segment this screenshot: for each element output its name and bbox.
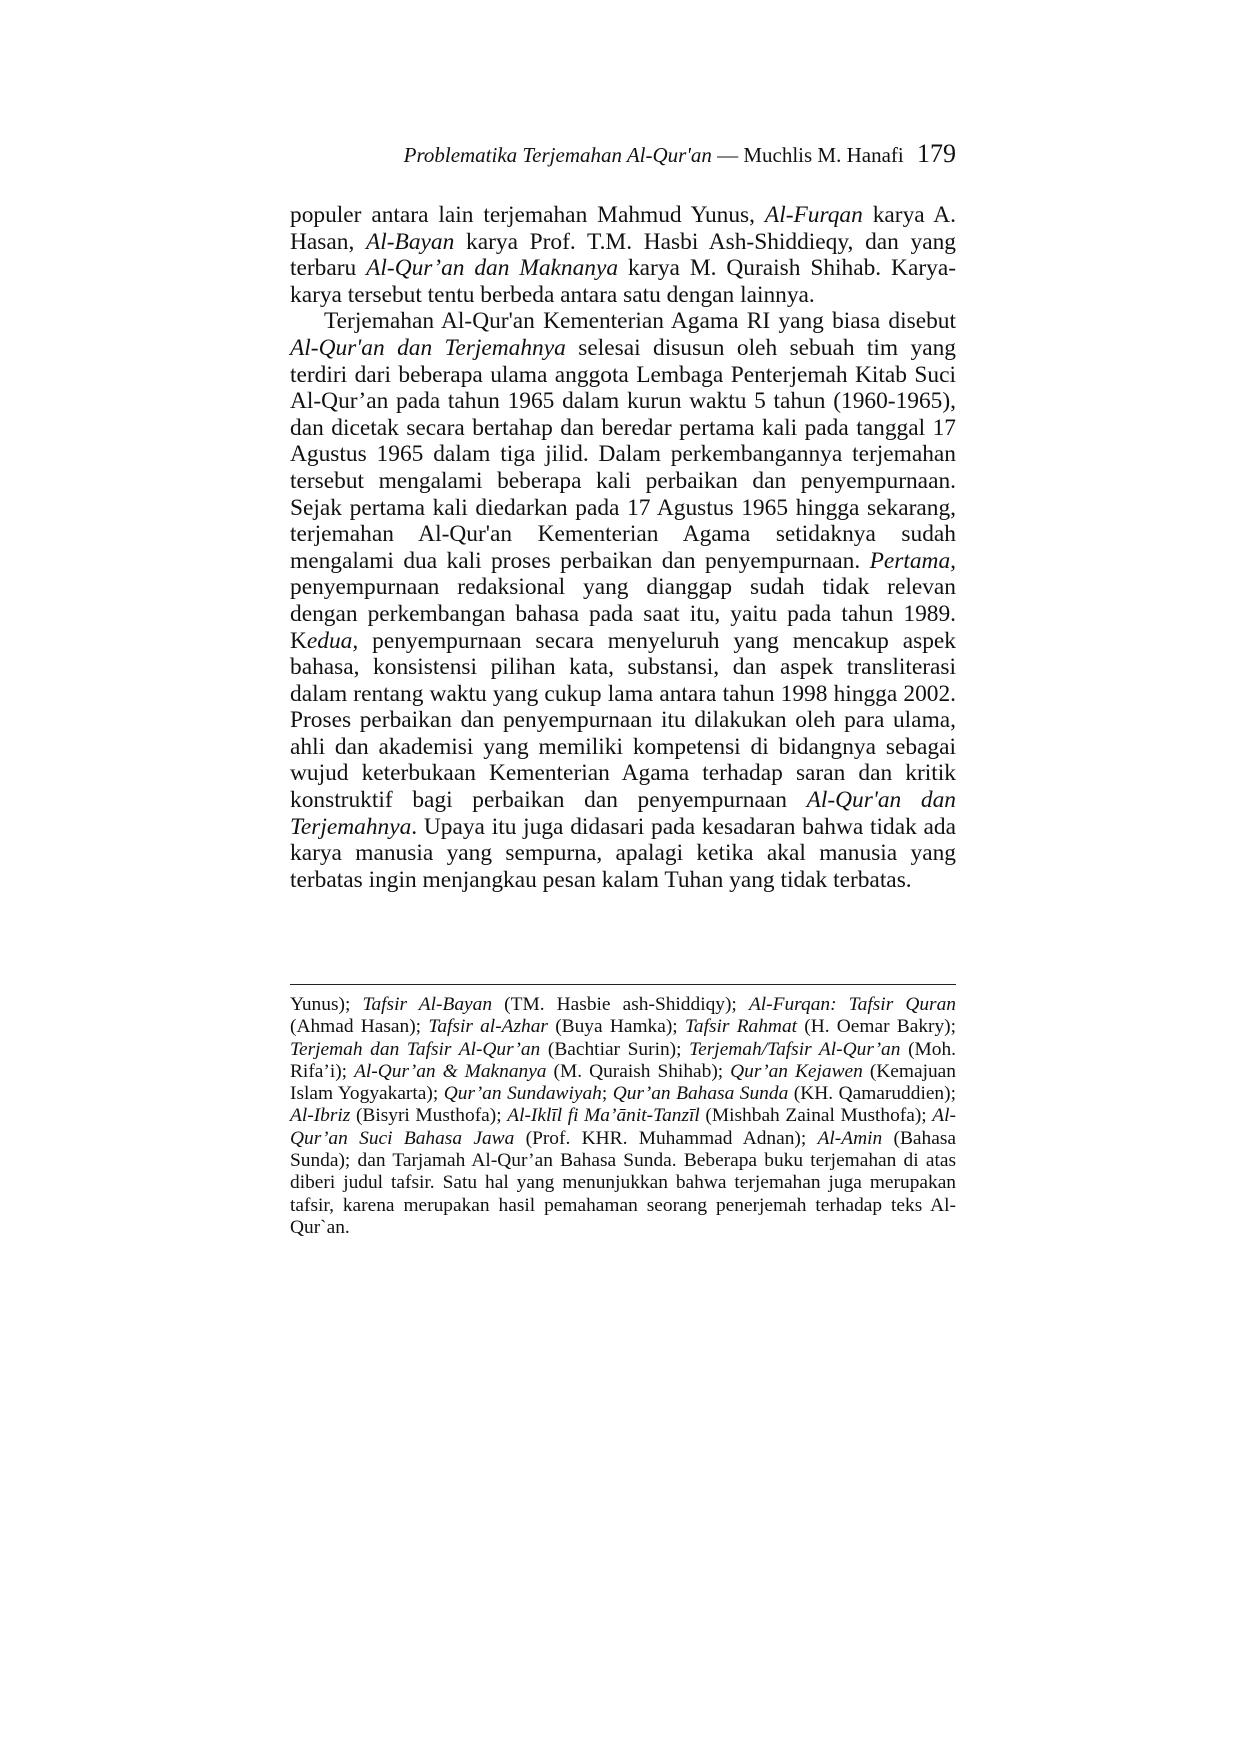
text-run: (Bisyri Musthofa);	[350, 1105, 508, 1127]
italic-title: Al-Furqan: Tafsir Quran	[748, 994, 956, 1015]
italic-title: Terjemah dan Tafsir Al-Qur’an	[290, 1038, 541, 1060]
text-run: karya M. Quraish Shihab. Karya-karya tersebut tentu berbeda antara satu dengan lainnya.	[290, 255, 956, 308]
text-run: (Bachtiar Surin);	[540, 1038, 690, 1060]
text-run: (Moh. Rifa’i);	[290, 1038, 957, 1082]
text-run: Terjemahan Al-Qur'an Kementerian Agama RI yang biasa disebut	[324, 308, 956, 335]
text-run: . Upaya itu juga didasari pada kesadaran bahwa tidak ada karya manusia yang sempurna, apalagi ketika akal manusia yang terbatas ingin menjangkau pesan kalam Tuhan yang tidak terbatas.	[290, 813, 956, 893]
header-dash: —	[717, 143, 739, 167]
text-run: penyempurnaan secara menyeluruh yang mencakup aspek bahasa, konsistensi pilihan kata, substansi, dan aspek transliterasi dalam rentang waktu yang cukup lama antara tahun 1998 hingga 2002. Proses perbaikan dan penyempurnaan itu dilakukan oleh para ulama, ahli dan akademisi yang memiliki kompetensi di bidangnya sebagai wujud keterbukaan Kementerian Agama terhadap saran dan kritik konstruktif bagi perbaikan dan penyempurnaan	[290, 627, 956, 814]
text-run: (Kemajuan Islam Yogyakarta);	[290, 1060, 956, 1105]
italic-title: Al-Qur’an & Maknanya	[354, 1060, 547, 1082]
italic-title: Tafsir Rahmat	[684, 1016, 798, 1038]
footnote	[290, 994, 956, 1239]
text-run: (M. Quraish Shihab);	[546, 1060, 731, 1082]
text-run: ;	[601, 1083, 613, 1105]
text-run: karya Prof. T.M. Hasbi Ash-Shiddieqy, dan yang terbaru	[290, 228, 956, 282]
paragraph-1	[290, 202, 956, 308]
text-run: selesai disusun oleh sebuah tim yang terdiri dari beberapa ulama anggota Lembaga Penterjemah Kitab Suci Al-Qur’an pada tahun 1965 dalam kurun waktu 5 tahun (1960-1965), dan dicetak secara bertahap dan beredar pertama kali pada tanggal 17 Agustus 1965 dalam tiga jilid. Dalam perkembangannya terjemahan tersebut mengalami beberapa kali perbaikan dan penyempurnaan. Sejak pertama kali diedarkan pada 17 Agustus 1965 hingga sekarang, terjemahan Al-Qur'an Kementerian Agama setidaknya sudah mengalami dua kali proses perbaikan dan penyempurnaan.	[290, 334, 956, 574]
text-run: (Prof. KHR. Muhammad Adnan);	[514, 1127, 818, 1149]
text-run: (H. Oemar Bakry);	[797, 1016, 957, 1038]
paragraph-2	[290, 308, 956, 893]
italic-title: Qur’an Bahasa Sunda	[612, 1083, 789, 1105]
italic-title: Al-Ibriz	[290, 1105, 351, 1127]
italic-title: Tafsir Al-Bayan	[362, 994, 493, 1015]
text-run: Yunus);	[290, 994, 363, 1015]
italic-title: Al-Qur’an Suci Bahasa Jawa	[290, 1105, 956, 1149]
text-run: (Buya Hamka);	[547, 1016, 685, 1038]
italic-title: Tafsir al-Azhar	[428, 1016, 548, 1038]
italic-title: Al-Qur’an dan Maknanya	[366, 255, 619, 282]
italic-title: Al-Bayan	[365, 228, 455, 255]
footnote-text	[290, 994, 956, 1239]
italic-term: Pertama,	[869, 547, 956, 574]
main-text	[290, 202, 956, 893]
header-author: Muchlis M. Hanafi	[743, 143, 904, 167]
italic-title: Terjemah/Tafsir Al-Qur’an	[689, 1038, 901, 1060]
text-run: (Mishbah Zainal Musthofa);	[699, 1105, 933, 1127]
footnote-divider	[290, 984, 956, 985]
text-run: (TM. Hasbie ash-Shiddiqy);	[492, 994, 749, 1015]
running-title: Problematika Terjemahan Al-Qur'an	[403, 143, 712, 167]
italic-term: edua,	[306, 627, 359, 654]
running-header	[290, 139, 956, 170]
italic-title: Qur’an Kejawen	[730, 1060, 863, 1082]
text-run: (Ahmad Hasan);	[290, 1016, 429, 1038]
italic-title: Al-Furqan	[764, 202, 863, 228]
italic-title: Al-Qur'an dan Terjemahnya	[290, 787, 956, 840]
italic-title: Al-Iklīl fi Ma’ānit-Tanzīl	[507, 1105, 700, 1127]
italic-title: Qur’an Sundawiyah	[443, 1083, 602, 1105]
text-run: karya A. Hasan,	[290, 202, 956, 255]
text-run: (KH. Qamaruddien);	[788, 1083, 956, 1105]
italic-title: Al-Qur'an dan Terjemahnya	[290, 334, 566, 361]
page-number: 179	[917, 139, 956, 168]
italic-title: Al-Amin	[817, 1127, 883, 1149]
text-run: (Bahasa Sunda); dan Tarjamah Al-Qur’an Bahasa Sunda. Beberapa buku terjemahan di atas diberi judul tafsir. Satu hal yang menunjukkan bahwa terjemahan juga merupakan tafsir, karena merupakan hasil pemahaman seorang penerjemah terhadap teks Al-Qur`an.	[290, 1127, 956, 1238]
text-run: penyempurnaan redaksional yang dianggap sudah tidak relevan dengan perkembangan bahasa pada saat itu, yaitu pada tahun 1989. K	[290, 574, 956, 654]
text-run: populer antara lain terjemahan Mahmud Yunus,	[290, 202, 765, 228]
